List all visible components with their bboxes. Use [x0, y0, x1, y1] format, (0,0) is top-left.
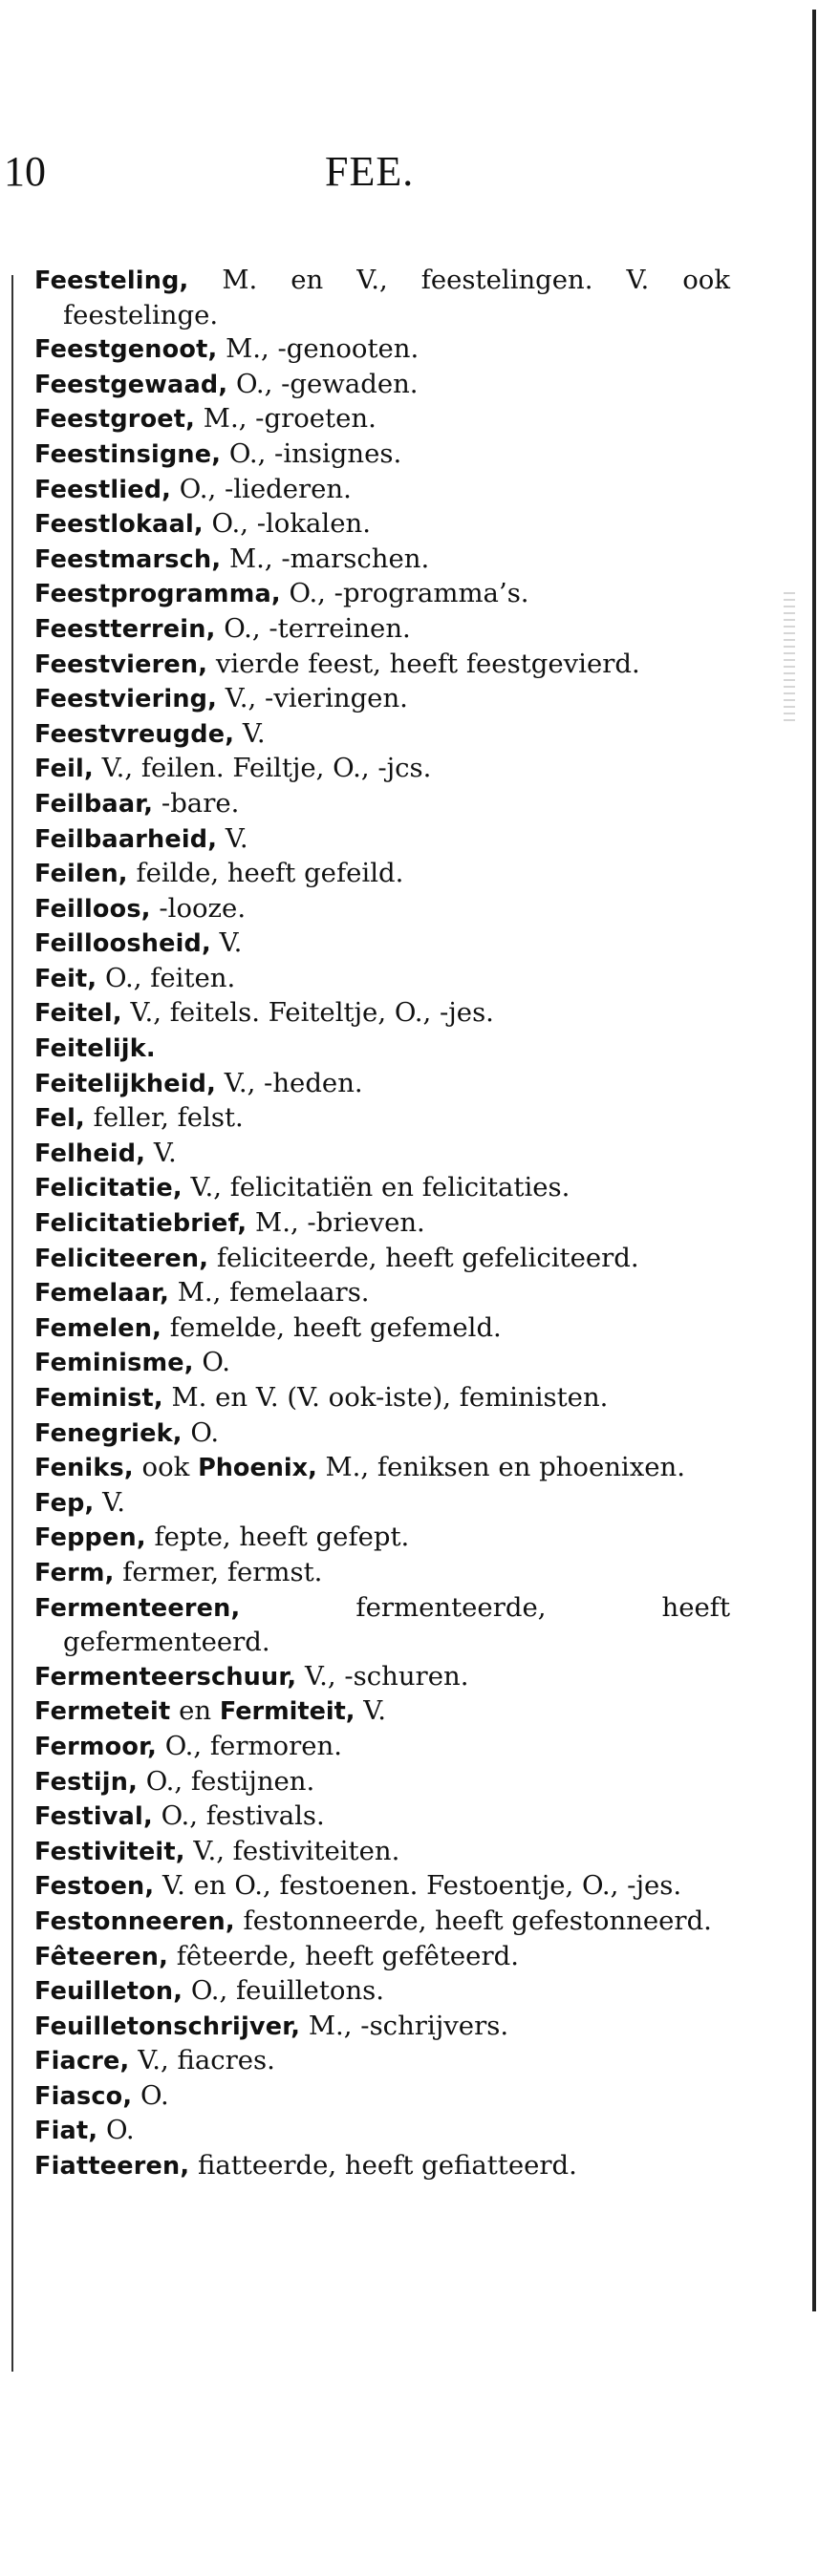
dictionary-entry [34, 1416, 730, 1452]
entry-headword: Fêteeren, [34, 1942, 168, 1971]
dictionary-entry [34, 1067, 730, 1102]
entry-headword: Fiatteeren, [34, 2152, 190, 2182]
dictionary-entry [34, 2010, 730, 2045]
dictionary-entry [34, 1032, 730, 1067]
entry-headword: Fermoor, [34, 1732, 157, 1761]
entry-definition-continued: V. [355, 1695, 387, 1727]
entry-headword: Feestterrein, [34, 614, 216, 644]
entry-headword: Feestviering, [34, 685, 218, 714]
entry-definition: festonneerde, heeft gefestonneerd. [234, 1905, 712, 1936]
dictionary-entries [34, 264, 730, 2184]
entry-definition: M., -schrijvers. [300, 2010, 509, 2041]
entry-headword: Festiviteit, [34, 1837, 185, 1866]
entry-headword: Fel, [34, 1104, 85, 1134]
entry-headword: Feestlied, [34, 475, 172, 504]
entry-definition: V., felicitatiën en felicitaties. [182, 1172, 570, 1203]
dictionary-entry [34, 437, 730, 473]
entry-headword: Festoen, [34, 1872, 155, 1902]
entry-definition: V. en O., festoenen. Festoentje, O., -jes. [154, 1870, 682, 1902]
dictionary-entry [34, 1799, 730, 1835]
dictionary-entry [34, 1486, 730, 1522]
dictionary-entry [34, 1694, 730, 1730]
dictionary-entry [34, 648, 730, 683]
entry-definition: O., -insignes. [221, 437, 402, 469]
entry-headword: Feniks, [34, 1454, 134, 1483]
entry-definition: en [170, 1695, 220, 1727]
dictionary-entry [34, 682, 730, 717]
entry-definition: O. [97, 2115, 135, 2146]
dictionary-entry [34, 264, 730, 332]
dictionary-entry [34, 1591, 730, 1660]
left-margin-rule [11, 275, 13, 2372]
entry-definition: O., -terreinen. [215, 612, 411, 644]
entry-headword: Feestgroet, [34, 405, 196, 435]
entry-definition: fermer, fermst. [114, 1556, 323, 1587]
dictionary-entry [34, 1940, 730, 1975]
entry-definition: V. [234, 717, 266, 749]
entry-headword: Feminisme, [34, 1349, 194, 1378]
entry-definition: -bare. [153, 787, 240, 819]
entry-definition: O., -gewaden. [227, 368, 419, 399]
entry-definition: fiatteerde, heeft gefiatteerd. [189, 2150, 577, 2182]
entry-headword: Feestlokaal, [34, 510, 204, 540]
entry-headword: Felicitatiebrief, [34, 1209, 248, 1239]
entry-headword: Feestmarsch, [34, 544, 222, 574]
dictionary-entry [34, 2079, 730, 2115]
entry-headword: Feilloos, [34, 894, 151, 924]
entry-definition: V. [217, 822, 248, 854]
dictionary-entry [34, 2044, 730, 2079]
entry-headword: Feestgenoot, [34, 335, 218, 365]
dictionary-entry [34, 1206, 730, 1242]
entry-headword: Feitelijk. [34, 1034, 156, 1064]
right-margin-rule [812, 10, 816, 2311]
dictionary-entry [34, 1381, 730, 1416]
entry-definition: feilde, heeft gefeild. [127, 858, 404, 889]
entry-headword: Feestgewaad, [34, 370, 228, 399]
entry-headword: Feil, [34, 755, 94, 784]
entry-headword: Fermenteerschuur, [34, 1662, 297, 1692]
dictionary-entry [34, 577, 730, 612]
entry-variant-headword: Phoenix, [198, 1454, 317, 1483]
entry-definition: feliciteerde, heeft gefeliciteerd. [208, 1242, 639, 1273]
dictionary-entry [34, 1451, 730, 1486]
entry-definition: -looze. [150, 892, 247, 924]
entry-definition: V., feilen. Feiltje, O., -jcs. [93, 753, 432, 784]
entry-headword: Feitelijkheid, [34, 1069, 217, 1098]
dictionary-entry [34, 507, 730, 543]
entry-definition: feller, felst. [84, 1102, 244, 1134]
dictionary-entry [34, 996, 730, 1032]
entry-definition: fepte, heeft gefept. [145, 1522, 410, 1553]
entry-headword: Festijn, [34, 1767, 138, 1797]
dictionary-entry [34, 822, 730, 858]
entry-definition: M. en V., feestelingen. V. ook feestelinge. [63, 265, 730, 330]
entry-definition: fermenteerde, heeft gefermenteerd. [63, 1591, 730, 1658]
entry-definition: V., -vieringen. [217, 683, 408, 714]
entry-headword: Ferm, [34, 1558, 115, 1587]
entry-definition: O. [193, 1347, 231, 1378]
entry-definition: O., festivals. [152, 1800, 325, 1832]
entry-headword: Feit, [34, 964, 97, 993]
page-heading: FEE. [325, 148, 415, 195]
entry-headword: Feilen, [34, 860, 128, 889]
entry-definition: O., -liederen. [171, 473, 352, 504]
entry-headword: Fiat, [34, 2117, 98, 2146]
entry-definition: O., festijnen. [137, 1765, 315, 1797]
dictionary-entry [34, 1905, 730, 1940]
entry-headword: Felicitatie, [34, 1174, 183, 1203]
dictionary-entry [34, 1869, 730, 1905]
dictionary-entry [34, 1660, 730, 1695]
entry-definition: O., fermoren. [156, 1730, 342, 1761]
entry-headword: Femelaar, [34, 1279, 170, 1309]
entry-headword: Feuilletonschrijver, [34, 2012, 301, 2041]
dictionary-entry [34, 1974, 730, 2010]
entry-definition: vierde feest, heeft feestgevierd. [207, 648, 640, 679]
entry-headword: Feilbaarheid, [34, 824, 218, 854]
dictionary-entry [34, 1765, 730, 1800]
entry-definition: M., -marschen. [221, 543, 430, 574]
dictionary-entry [34, 1171, 730, 1206]
entry-headword: Femelen, [34, 1313, 162, 1343]
entry-definition: O., feuilletons. [183, 1975, 385, 2007]
dictionary-entry [34, 1276, 730, 1311]
entry-definition: O. [182, 1416, 220, 1448]
entry-headword: Feminist, [34, 1384, 163, 1413]
entry-definition: femelde, heeft gefemeld. [161, 1311, 502, 1343]
dictionary-entry [34, 1346, 730, 1381]
entry-definition: O. [132, 2079, 169, 2111]
dictionary-entry [34, 1556, 730, 1591]
dictionary-entry [34, 473, 730, 508]
dictionary-entry [34, 1311, 730, 1347]
page-number: 10 [4, 148, 46, 195]
entry-definition: V., feitels. Feiteltje, O., -jes. [121, 997, 494, 1029]
entry-headword: Feestinsigne, [34, 439, 222, 469]
entry-headword: Fenegriek, [34, 1418, 183, 1448]
dictionary-entry [34, 926, 730, 962]
dictionary-entry [34, 1730, 730, 1765]
entry-definition: O., -lokalen. [203, 508, 371, 540]
entry-definition: O., -programma’s. [280, 578, 529, 609]
entry-headword: Feilloosheid, [34, 929, 211, 959]
entry-definition: V., fiacres. [129, 2045, 275, 2076]
margin-specks [784, 592, 795, 726]
dictionary-entry [34, 1101, 730, 1137]
entry-definition: M. en V. (V. ook-iste), feministen. [162, 1382, 609, 1413]
entry-definition: M., -brieven. [247, 1207, 425, 1239]
entry-headword: Fermenteeren, [34, 1593, 241, 1623]
dictionary-entry [34, 1521, 730, 1556]
dictionary-entry [34, 717, 730, 753]
entry-definition: fêteerde, heeft gefêteerd. [167, 1940, 519, 1971]
dictionary-entry [34, 1835, 730, 1870]
entry-headword: Feppen, [34, 1523, 146, 1553]
entry-headword: Feuilleton, [34, 1977, 183, 2007]
dictionary-entry [34, 2149, 730, 2184]
dictionary-entry [34, 1137, 730, 1172]
entry-headword: Festonneeren, [34, 1906, 235, 1936]
entry-definition: M., -groeten. [195, 403, 377, 435]
entry-definition: M., femelaars. [169, 1277, 370, 1309]
entry-definition: V. [145, 1137, 177, 1168]
entry-definition: V. [210, 927, 243, 959]
dictionary-entry [34, 543, 730, 578]
dictionary-entry [34, 402, 730, 437]
entry-headword: Feestvreugde, [34, 719, 235, 749]
entry-headword: Feestvieren, [34, 649, 208, 679]
entry-headword: Feliciteeren, [34, 1244, 209, 1273]
dictionary-entry [34, 962, 730, 997]
dictionary-entry [34, 787, 730, 822]
dictionary-entry [34, 892, 730, 927]
dictionary-entry [34, 857, 730, 892]
entry-variant-headword: Fermiteit, [219, 1697, 355, 1727]
entry-headword: Fermeteit [34, 1697, 171, 1727]
dictionary-entry [34, 332, 730, 368]
entry-headword: Feitel, [34, 999, 122, 1029]
entry-headword: Feesteling, [34, 266, 189, 295]
entry-definition: M., -genooten. [217, 333, 420, 365]
dictionary-entry [34, 612, 730, 648]
entry-headword: Feilbaar, [34, 789, 154, 819]
entry-headword: Feestprogramma, [34, 580, 281, 609]
dictionary-entry [34, 2114, 730, 2149]
entry-definition: V., -heden. [216, 1067, 363, 1098]
entry-definition-continued: M., feniksen en phoenixen. [316, 1452, 685, 1483]
dictionary-entry [34, 368, 730, 403]
entry-definition: V., -schuren. [296, 1660, 469, 1692]
entry-definition: ook [133, 1452, 199, 1483]
entry-definition: V. [94, 1486, 125, 1518]
entry-definition: V., festiviteiten. [184, 1835, 400, 1866]
dictionary-entry [34, 1242, 730, 1277]
entry-headword: Felheid, [34, 1139, 146, 1168]
entry-headword: Fiacre, [34, 2047, 130, 2076]
dictionary-entry [34, 752, 730, 787]
entry-headword: Fiasco, [34, 2081, 133, 2111]
entry-headword: Fep, [34, 1488, 95, 1518]
entry-headword: Festival, [34, 1802, 153, 1832]
entry-definition: O., feiten. [97, 962, 236, 993]
